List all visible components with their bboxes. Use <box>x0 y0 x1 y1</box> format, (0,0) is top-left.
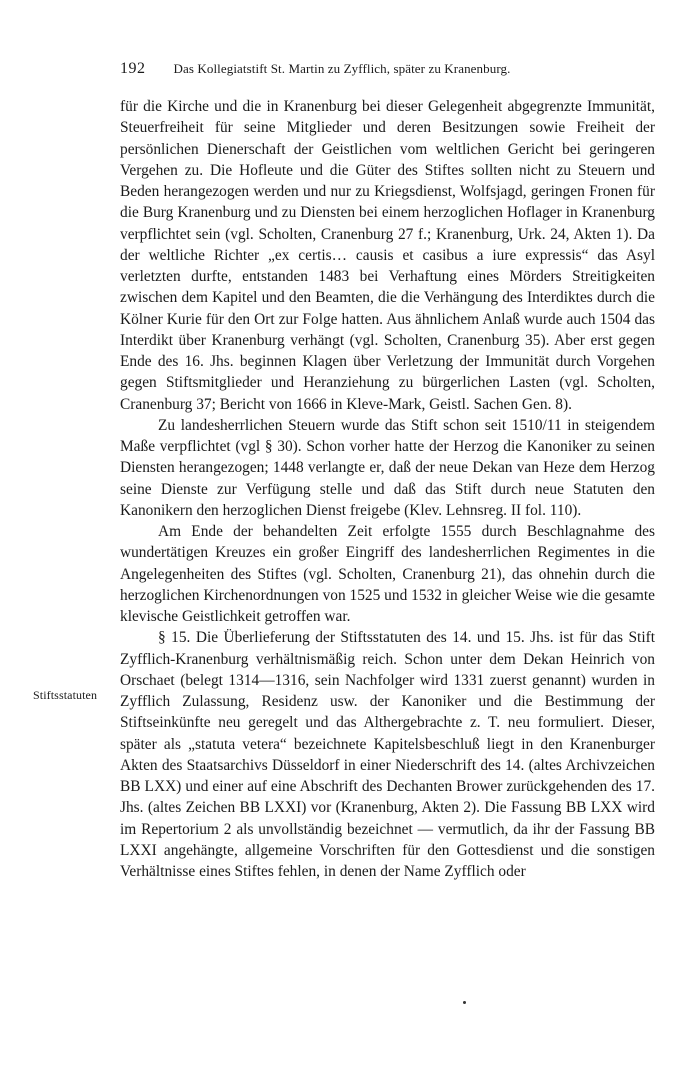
paragraph-2: Zu landesherrlichen Steuern wurde das Stift schon seit 1510/11 in steigendem Maße verpflichtet (vgl § 30). Schon vorher hatte der Herzog die Kanoniker zu seinen Diensten herangezogen; 1448 verlangte er, daß der neue Dekan van Heze dem Herzog seine Dienste zur Verfügung stelle und daß das Stift durch neue Statuten den Kanonikern den herzoglichen Dienst freigebe (Klev. Lehnsreg. II fol. 110). <box>120 416 655 519</box>
paragraph-1: für die Kirche und die in Kranenburg bei dieser Gelegenheit abgegrenzte Immunität, Steuerfreiheit für seine Mitglieder und deren Besitzungen sowie Freiheit der persönlichen Dienerschaft der Geistlichen vom weltlichen Gericht bei geringeren Vergehen zu. Die Hofleute und die Güter des Stiftes sollten nicht zu Steuern und Beden herangezogen werden und nur zu Kriegsdienst, Wolfsjagd, geringen Fronen für die Burg Kranenburg und zu Diensten bei einem herzoglichen Hoflager in Kranenburg verpflichtet sein (vgl. Scholten, Cranenburg 27 f.; Kranenburg, Urk. 24, Akten 1). Da der weltliche Richter „ex certis… causis et casibus a iure expressis“ das Asyl verletzten durfte, entstanden 1483 bei Verhaftung eines Mörders Streitigkeiten zwischen dem Kapitel und den Beamten, die die Verhängung des Interdiktes durch die Kölner Kurie für den Ort zur Folge hatten. Aus ähnlichem Anlaß wurde auch 1504 das Interdikt über Kranenburg verhängt (vgl. Scholten, Cranenburg 35). Aber erst gegen Ende des 16. Jhs. beginnen Klagen über Verletzung der Immunität durch Vorgehen gegen Stiftsmitglieder und Heranziehung zu bürgerlichen Lasten (vgl. Scholten, Cranenburg 37; Bericht von 1666 in Kleve-Mark, Geistl. Sachen Gen. 8). <box>120 98 655 413</box>
page-header <box>120 60 582 78</box>
paragraph-3: Am Ende der behandelten Zeit erfolgte 1555 durch Beschlagnahme des wundertätigen Kreuzes ein großer Eingriff des landesherrlichen Regimentes in die Angelegenheiten des Stiftes (vgl. Scholten, Cranenburg 21), das ohnehin durch die herzoglichen Kirchenordnungen von 1525 und 1532 in gleicher Weise wie die gesamte klevische Geistlichkeit getroffen war. <box>120 523 655 625</box>
margin-note: Stiftsstatuten <box>33 688 98 702</box>
page-number: 192 <box>120 60 146 77</box>
page-mark <box>463 1001 466 1004</box>
paragraph-4: § 15. Die Überlieferung der Stiftsstatuten des 14. und 15. Jhs. ist für das Stift Zyfflich-Kranenburg verhältnismäßig reich. Schon unter dem Dekan Heinrich von Orschaet (belegt 1314—1316, sein Nachfolger wird 1331 zuerst genannt) wurden in Zyfflich Zulassung, Residenz usw. der Kanoniker und die Bestimmung der Stiftseinkünfte neu geregelt und das Althergebrachte z. T. neu formuliert. Dieser, später als „statuta vetera“ bezeichnete Kapitelsbeschluß liegt in den Kranenburger Akten des Staatsarchivs Düsseldorf in einer Niederschrift des 14. (altes Archivzeichen BB LXX) und einer auf eine Abschrift des Dechanten Brower zurückgehenden des 17. Jhs. (altes Zeichen BB LXXI) vor (Kranenburg, Akten 2). Die Fassung BB LXX wird im Repertorium 2 als unvollständig bezeichnet — vermutlich, da ihr der Fassung BB LXXI angehängte, allgemeine Vorschriften für den Gottesdienst und die sonstigen Verhältnisse eines Stiftes fehlen, in denen der Name Zyfflich oder <box>120 629 655 880</box>
running-title: Das Kollegiatstift St. Martin zu Zyfflich, später zu Kranenburg. <box>173 61 511 76</box>
body-text <box>120 96 655 882</box>
